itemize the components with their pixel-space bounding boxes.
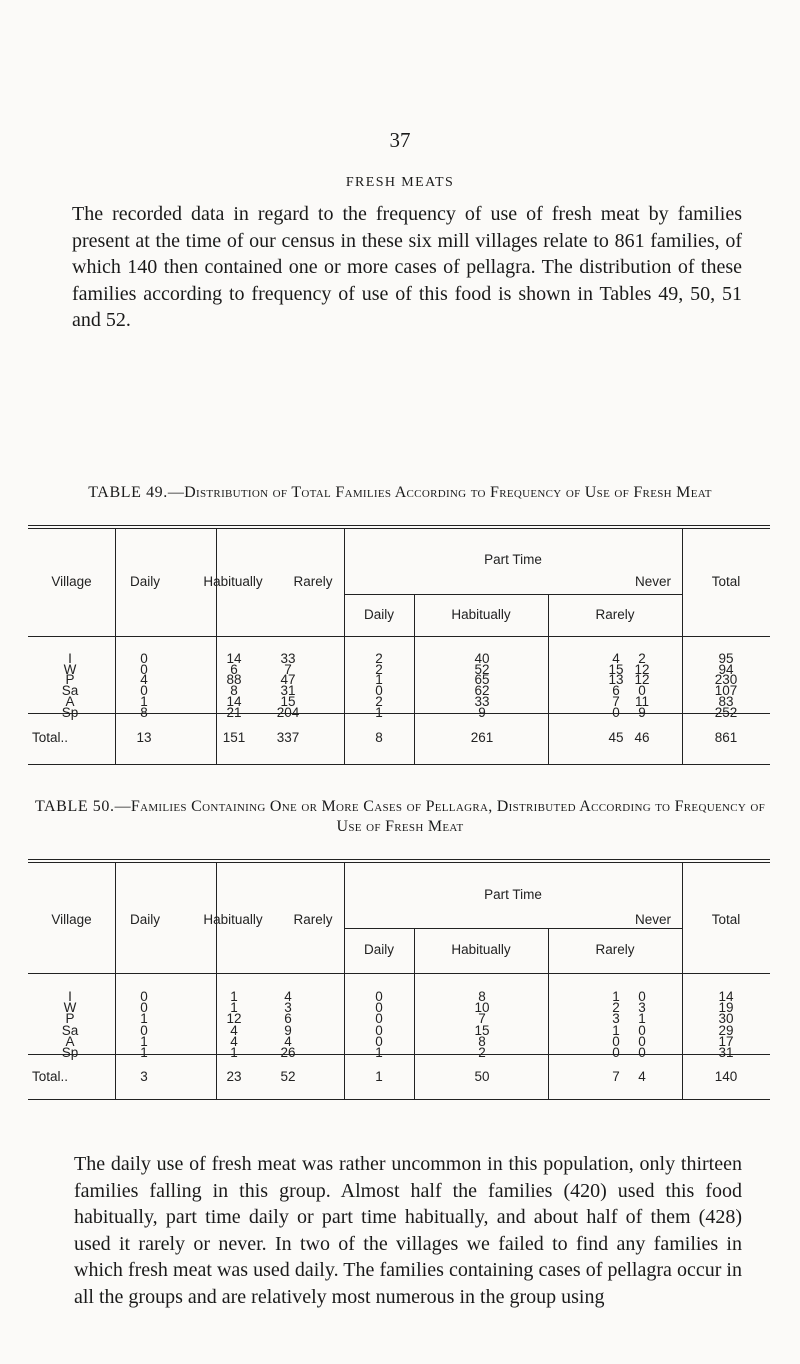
header-daily: Daily [129, 912, 160, 927]
data-cell: 204 [276, 704, 300, 720]
header-pt-habitually: Habitually [451, 942, 511, 957]
header-pt-habitually: Habitually [451, 607, 511, 622]
data-cell: 0 [375, 989, 383, 1004]
village-cell: I [68, 989, 72, 1004]
data-cell: 3 [612, 1011, 620, 1027]
data-cell: 1 [375, 1045, 383, 1060]
data-cell: 13 [608, 672, 624, 688]
total-cell: 261 [470, 730, 494, 745]
data-cell: 1 [638, 1011, 646, 1027]
data-cell: 10 [474, 1000, 490, 1016]
data-cell: 7 [612, 693, 620, 709]
data-cell: 40 [474, 651, 490, 666]
data-cell: 15 [280, 693, 296, 709]
data-cell: 9 [638, 704, 646, 720]
total-cell: 46 [634, 730, 650, 745]
table-49-label: TABLE 49. [88, 484, 168, 501]
data-cell: 14 [226, 693, 242, 709]
data-cell: 1 [140, 1033, 148, 1049]
data-cell: 2 [375, 693, 383, 709]
header-habitually: Habitually [203, 912, 263, 927]
data-cell: 107 [714, 683, 738, 699]
data-cell: 31 [280, 683, 296, 699]
data-cell: 0 [375, 683, 383, 699]
data-cell: 230 [714, 672, 738, 688]
data-cell: 12 [634, 672, 650, 688]
total-cell: 1 [375, 1069, 383, 1084]
data-cell: 1 [140, 1045, 148, 1060]
total-label: Total.. [32, 730, 69, 745]
data-cell: 8 [478, 989, 486, 1004]
data-cell: 4 [230, 1033, 238, 1049]
data-cell: 94 [718, 661, 734, 677]
table-50-title [30, 797, 770, 837]
village-cell: Sp [61, 1045, 79, 1060]
data-cell: 8 [140, 704, 148, 720]
data-cell: 1 [140, 693, 148, 709]
data-cell: 47 [280, 672, 296, 688]
data-cell: 29 [718, 1022, 734, 1038]
data-cell: 6 [612, 683, 620, 699]
total-cell: 45 [608, 730, 624, 745]
village-cell: P [65, 672, 75, 688]
data-cell: 3 [284, 1000, 292, 1016]
data-cell: 4 [284, 989, 292, 1004]
data-cell: 1 [140, 1011, 148, 1027]
data-cell: 8 [478, 1033, 486, 1049]
data-cell: 31 [718, 1045, 734, 1060]
data-cell: 19 [718, 1000, 734, 1016]
header-daily: Daily [129, 574, 160, 589]
data-cell: 14 [226, 651, 242, 666]
total-cell: 4 [638, 1069, 646, 1084]
intro-text: The recorded data in regard to the frequency of use of fresh meat by families present at the time of our census in these six mill villages relate to 861 families, of which 140 then contained one or more cases of pellagra. The distribution of these families according to frequency of use of this food is shown in Tables 49, 50, 51 and 52. [72, 203, 742, 331]
data-cell: 17 [718, 1033, 734, 1049]
data-cell: 0 [638, 1022, 646, 1038]
data-cell: 4 [284, 1033, 292, 1049]
data-cell: 0 [375, 1022, 383, 1038]
data-cell: 2 [375, 651, 383, 666]
data-cell: 4 [140, 672, 148, 688]
data-cell: 0 [140, 1022, 148, 1038]
data-cell: 52 [474, 661, 490, 677]
total-cell: 861 [714, 730, 738, 745]
header-never: Never [634, 574, 671, 589]
data-cell: 0 [638, 1033, 646, 1049]
header-rarely: Rarely [293, 912, 333, 927]
data-cell: 65 [474, 672, 490, 688]
data-cell: 0 [140, 989, 148, 1004]
village-cell: I [68, 651, 72, 666]
data-cell: 26 [280, 1045, 296, 1060]
data-cell: 21 [226, 704, 242, 720]
table-50-caption: —Families Containing One or More Cases of Pellagra, Distributed According to Frequency of Use of Fresh Meat [114, 798, 766, 835]
village-cell: W [63, 661, 77, 677]
data-cell: 95 [718, 651, 734, 666]
header-part-time: Part Time [484, 887, 542, 902]
header-pt-rarely: Rarely [595, 607, 635, 622]
total-cell: 23 [226, 1069, 242, 1084]
village-cell: A [65, 1033, 75, 1049]
data-cell: 1 [612, 1022, 620, 1038]
intro-paragraph [72, 201, 742, 334]
data-cell: 0 [612, 1033, 620, 1049]
data-cell: 6 [284, 1011, 292, 1027]
data-cell: 0 [140, 683, 148, 699]
data-cell: 2 [612, 1000, 620, 1016]
data-cell: 1 [612, 989, 620, 1004]
header-pt-daily: Daily [363, 942, 394, 957]
header-total: Total [711, 912, 741, 927]
data-cell: 12 [634, 661, 650, 677]
data-cell: 7 [478, 1011, 486, 1027]
table-50-label: TABLE 50. [34, 798, 115, 815]
total-cell: 7 [612, 1069, 620, 1084]
data-cell: 1 [230, 1000, 238, 1016]
page-number: 37 [389, 128, 411, 152]
data-cell: 7 [284, 661, 292, 677]
data-cell: 12 [226, 1011, 242, 1027]
total-cell: 50 [474, 1069, 490, 1084]
data-cell: 33 [280, 651, 296, 666]
table-49-caption: —Distribution of Total Families According to Frequency of Use of Fresh Meat [167, 484, 712, 501]
closing-paragraph [74, 1151, 742, 1310]
total-cell: 151 [222, 730, 246, 745]
header-total: Total [711, 574, 741, 589]
data-cell: 0 [638, 989, 646, 1004]
section-heading: FRESH MEATS [345, 175, 455, 190]
data-cell: 83 [718, 693, 734, 709]
data-cell: 0 [638, 683, 646, 699]
data-cell: 0 [375, 1000, 383, 1016]
data-cell: 2 [638, 651, 646, 666]
village-cell: W [63, 1000, 77, 1016]
data-cell: 15 [474, 1022, 490, 1038]
data-cell: 1 [230, 989, 238, 1004]
village-cell: Sp [61, 704, 79, 720]
data-cell: 15 [608, 661, 624, 677]
data-cell: 1 [230, 1045, 238, 1060]
data-cell: 88 [226, 672, 242, 688]
data-cell: 9 [284, 1022, 292, 1038]
table-50 [28, 859, 770, 1109]
data-cell: 0 [375, 1033, 383, 1049]
table-49 [28, 525, 770, 775]
header-habitually: Habitually [203, 574, 263, 589]
total-cell: 140 [714, 1069, 738, 1084]
total-cell: 3 [140, 1069, 148, 1084]
total-cell: 337 [276, 730, 300, 745]
village-cell: A [65, 693, 75, 709]
data-cell: 0 [140, 651, 148, 666]
data-cell: 62 [474, 683, 490, 699]
data-cell: 1 [375, 672, 383, 688]
data-cell: 2 [375, 661, 383, 677]
data-cell: 0 [140, 661, 148, 677]
data-cell: 11 [634, 693, 649, 709]
village-cell: Sa [61, 683, 79, 699]
data-cell: 4 [612, 651, 620, 666]
data-cell: 0 [612, 1045, 620, 1060]
data-cell: 9 [478, 704, 486, 720]
header-pt-rarely: Rarely [595, 942, 635, 957]
header-pt-daily: Daily [363, 607, 394, 622]
data-cell: 0 [140, 1000, 148, 1016]
data-cell: 8 [230, 683, 238, 699]
data-cell: 252 [714, 704, 738, 720]
data-cell: 4 [230, 1022, 238, 1038]
total-label: Total.. [32, 1069, 69, 1084]
village-cell: Sa [61, 1022, 79, 1038]
closing-text: The daily use of fresh meat was rather uncommon in this population, only thirteen families falling in this group. Almost half the families (420) used this food habitually, part time daily or part time habitually, and about half of them (428) used it rarely or never. In two of the villages we failed to find any families in which fresh meat was used daily. The families containing cases of pellagra occur in all the groups and are relatively most numerous in the group using [74, 1153, 742, 1308]
data-cell: 0 [612, 704, 620, 720]
header-village: Village [51, 912, 92, 927]
data-cell: 0 [638, 1045, 646, 1060]
total-cell: 52 [280, 1069, 296, 1084]
header-part-time: Part Time [484, 552, 542, 567]
table-49-title [30, 483, 770, 503]
data-cell: 6 [230, 661, 238, 677]
header-never: Never [634, 912, 671, 927]
total-cell: 8 [375, 730, 383, 745]
data-cell: 30 [718, 1011, 734, 1027]
header-village: Village [51, 574, 92, 589]
data-cell: 2 [478, 1045, 486, 1060]
data-cell: 33 [474, 693, 490, 709]
village-cell: P [65, 1011, 75, 1027]
header-rarely: Rarely [293, 574, 333, 589]
data-cell: 14 [718, 989, 734, 1004]
data-cell: 1 [375, 704, 383, 720]
total-cell: 13 [136, 730, 152, 745]
data-cell: 3 [638, 1000, 646, 1016]
data-cell: 0 [375, 1011, 383, 1027]
